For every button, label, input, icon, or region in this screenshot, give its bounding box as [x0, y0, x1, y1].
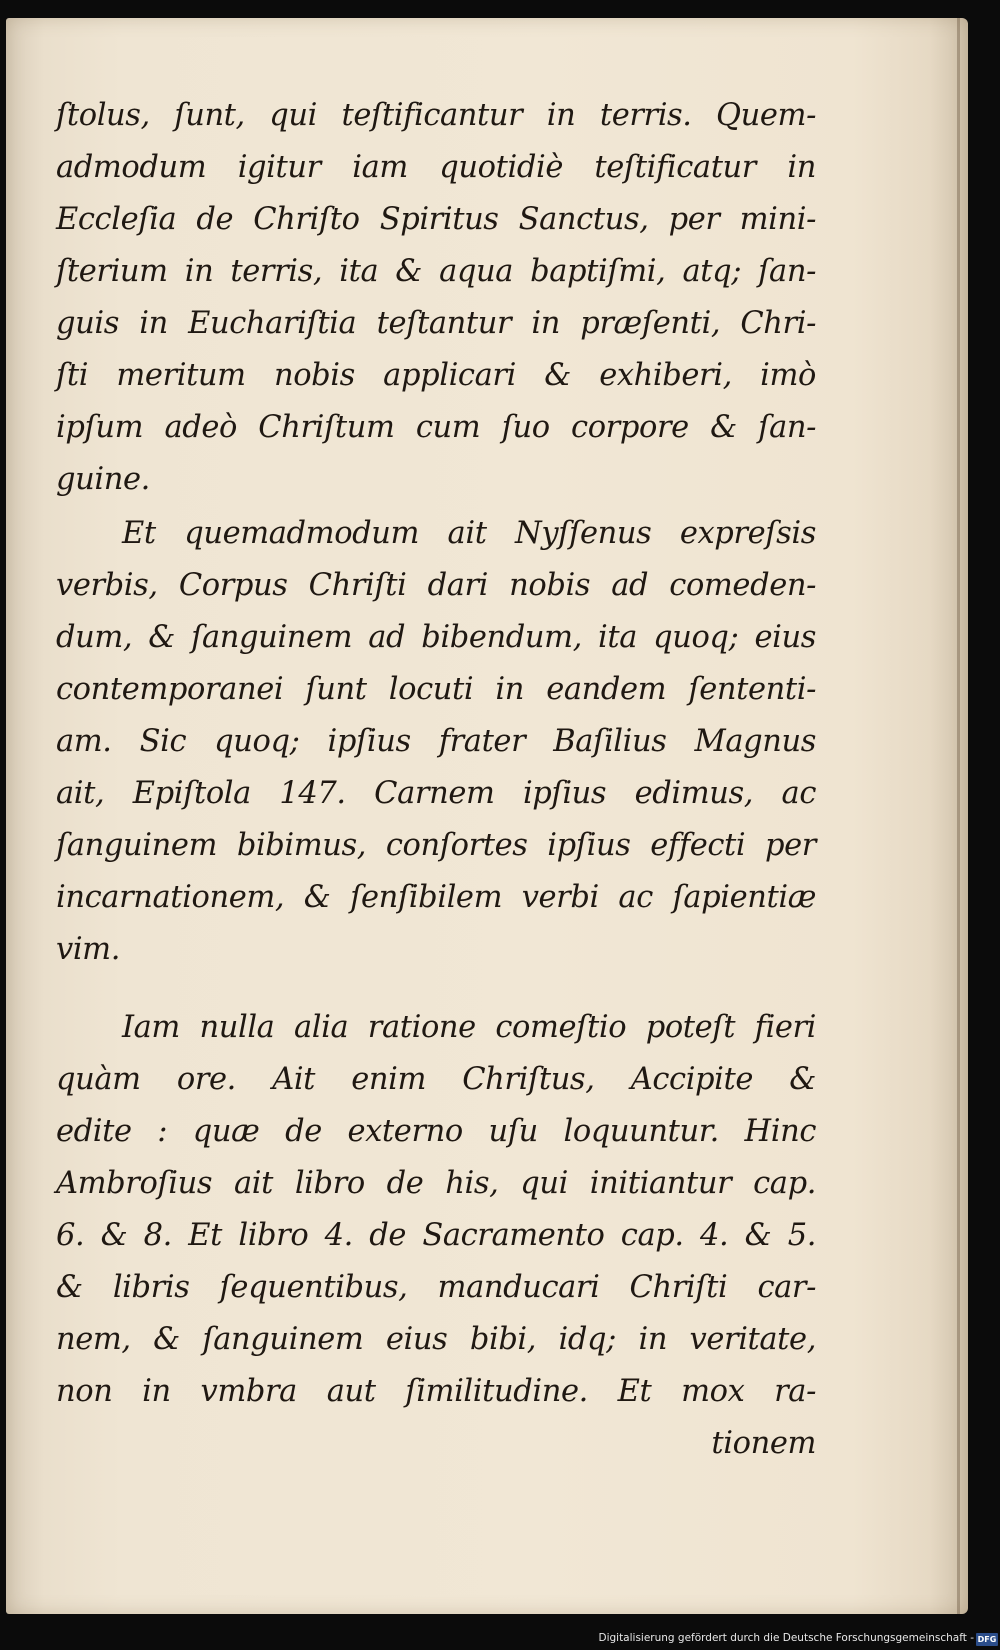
text-line: Eccleſia de Chriſto Spiritus Sanctus, per mini- — [56, 202, 816, 237]
text-line: am. Sic quoq; ipſius frater Baſilius Magnus — [56, 724, 816, 759]
funding-credit: Digitalisierung gefördert durch die Deutsche Forschungsgemeinschaft - — [598, 1632, 974, 1644]
text-line: ſtolus, ſunt, qui teſtificantur in terris. Quem- — [56, 98, 816, 133]
text-line: admodum igitur iam quotidiè teſtificatur in — [56, 150, 816, 185]
text-line: incarnationem, & ſenſibilem verbi ac ſapientiæ — [56, 880, 816, 915]
text-line: non in vmbra aut ſimilitudine. Et mox ra- — [56, 1374, 816, 1409]
text-line: guine. — [56, 462, 150, 497]
text-line: Iam nulla alia ratione comeſtio poteſt fieri — [122, 1010, 816, 1045]
text-line: guis in Euchariſtia teſtantur in præſenti, Chri- — [56, 306, 816, 341]
text-line: vim. — [56, 932, 121, 967]
paragraph-3 — [56, 1002, 816, 1418]
catchword: tionem — [711, 1426, 816, 1461]
paragraph-2 — [56, 508, 816, 976]
text-line: & libris ſequentibus, manducari Chriſti car- — [56, 1270, 816, 1305]
book-page — [6, 18, 968, 1614]
page-text — [56, 90, 816, 1470]
text-line: ſanguinem bibimus, conſortes ipſius effecti per — [56, 828, 816, 863]
paragraph-1 — [56, 90, 816, 506]
text-line: Ambroſius ait libro de his, qui initiantur cap. — [56, 1166, 816, 1201]
dfg-logo-icon: DFG — [977, 1635, 997, 1644]
text-line: Et quemadmodum ait Nyſſenus expreſsis — [122, 516, 816, 551]
text-line: 6. & 8. Et libro 4. de Sacramento cap. 4. & 5. — [56, 1218, 816, 1253]
text-line: quàm ore. Ait enim Chriſtus, Accipite & — [56, 1062, 816, 1097]
text-line: dum, & ſanguinem ad bibendum, ita quoq; eius — [56, 620, 816, 655]
digitization-footer — [0, 1630, 1000, 1650]
text-line: verbis, Corpus Chriſti dari nobis ad comeden- — [56, 568, 816, 603]
text-line: ipſum adeò Chriſtum cum ſuo corpore & ſan- — [56, 410, 816, 445]
text-line: contemporanei ſunt locuti in eandem ſententi- — [56, 672, 816, 707]
page-edge — [957, 18, 960, 1614]
text-line: ſterium in terris, ita & aqua baptiſmi, atq; ſan- — [56, 254, 816, 289]
text-line: edite : quæ de externo uſu loquuntur. Hinc — [56, 1114, 816, 1149]
text-line: nem, & ſanguinem eius bibi, idq; in veritate, — [56, 1322, 816, 1357]
text-line: ſti meritum nobis applicari & exhiberi, imò — [56, 358, 816, 393]
text-line: ait, Epiſtola 147. Carnem ipſius edimus, ac — [56, 776, 816, 811]
